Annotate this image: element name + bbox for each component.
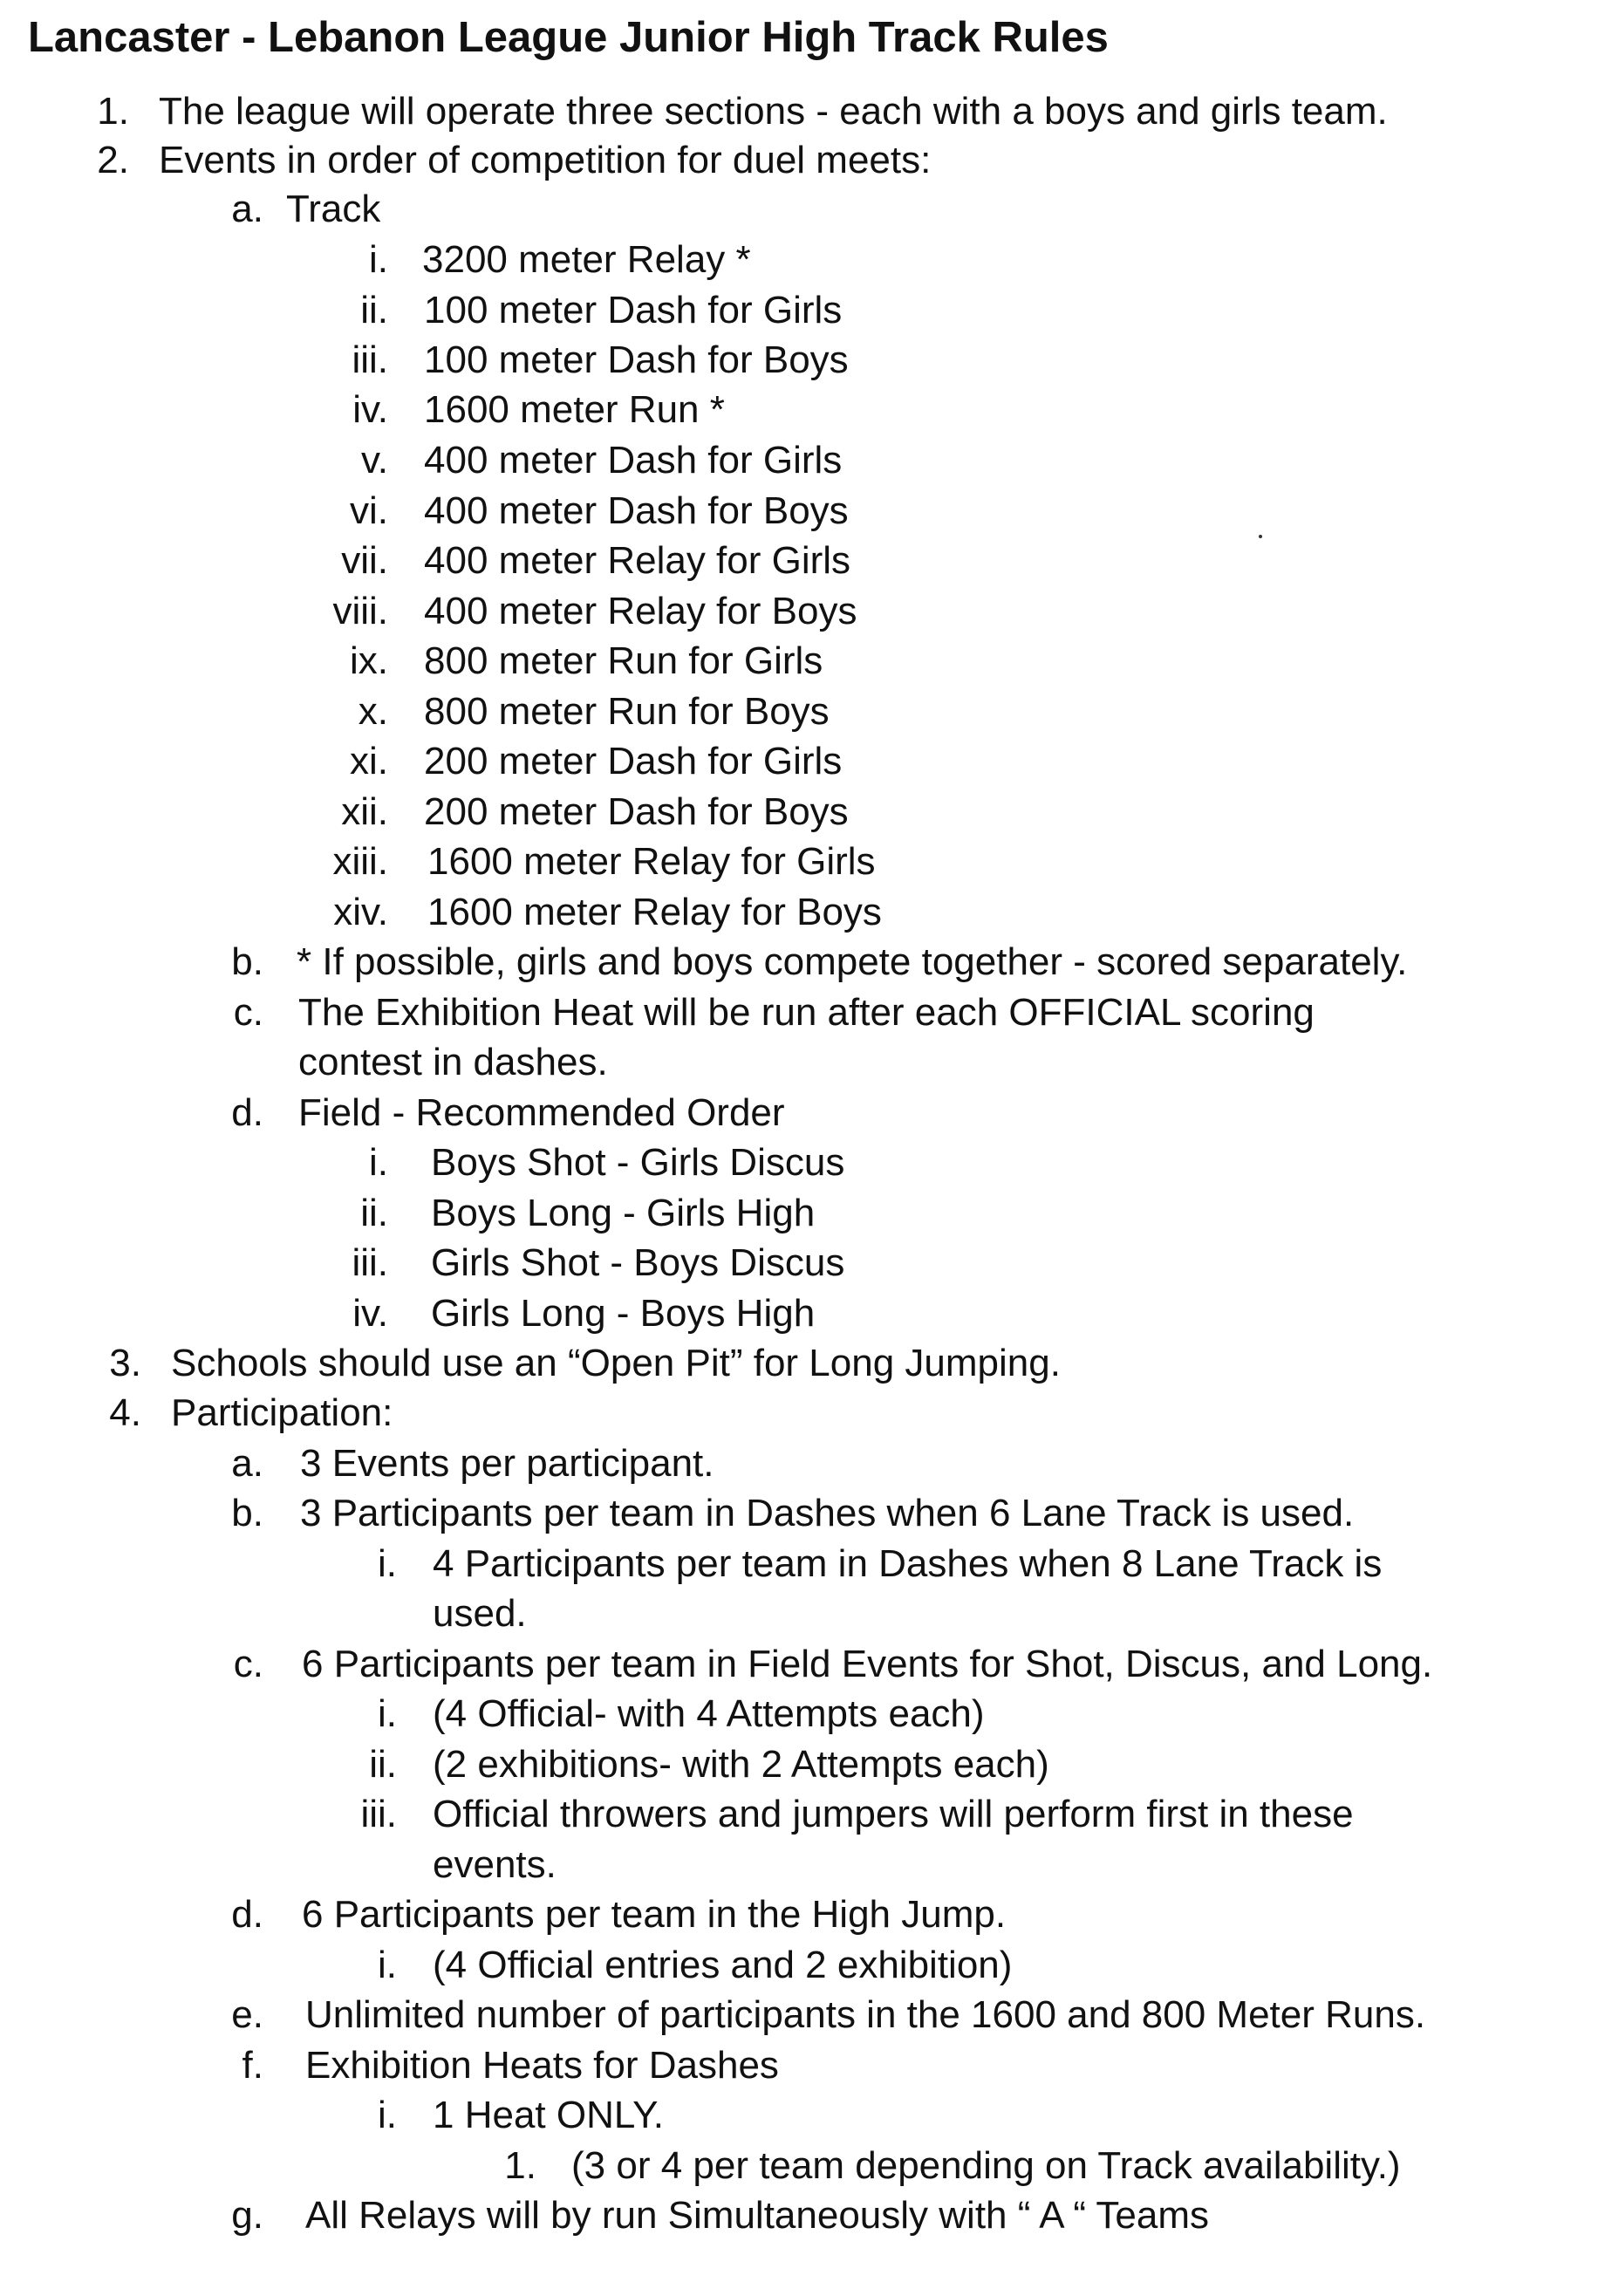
list-item-text: Boys Shot - Girls Discus xyxy=(431,1141,845,1184)
list-item-text: Unlimited number of participants in the 1600 and 800 Meter Runs. xyxy=(305,1993,1426,2036)
list-item-marker: iii. xyxy=(360,1793,397,1835)
list-item-text: 3 Events per participant. xyxy=(300,1442,714,1485)
list-item-text: (4 Official- with 4 Attempts each) xyxy=(433,1692,985,1735)
list-item-marker: g. xyxy=(231,2194,263,2237)
list-item-marker: xiii. xyxy=(332,840,388,883)
list-item-marker: 1. xyxy=(97,90,129,133)
list-item-marker: c. xyxy=(233,991,263,1034)
list-item-marker: d. xyxy=(231,1091,263,1134)
list-item-marker: i. xyxy=(369,1141,388,1184)
list-item-marker: iii. xyxy=(352,1241,388,1284)
list-item-text: (4 Official entries and 2 exhibition) xyxy=(433,1944,1013,1986)
list-item-marker: i. xyxy=(378,1542,397,1585)
document-title: Lancaster - Lebanon League Junior High Track Rules xyxy=(28,14,1109,61)
list-item-marker: i. xyxy=(378,1692,397,1735)
list-item-text: 1600 meter Relay for Girls xyxy=(427,840,876,883)
list-item-text: 400 meter Relay for Boys xyxy=(424,590,857,632)
list-item-marker: d. xyxy=(231,1893,263,1936)
list-item-text: Field - Recommended Order xyxy=(298,1091,785,1134)
list-item-text: 100 meter Dash for Boys xyxy=(424,338,849,381)
list-item-marker: iii. xyxy=(352,338,388,381)
list-item-text: 1600 meter Run * xyxy=(424,388,725,431)
list-item-text: 1600 meter Relay for Boys xyxy=(427,891,882,933)
list-item-text: Participation: xyxy=(171,1391,393,1434)
list-item-marker: ix. xyxy=(350,639,388,682)
list-item-text: 6 Participants per team in the High Jump. xyxy=(302,1893,1007,1936)
list-item-text: 400 meter Relay for Girls xyxy=(424,539,851,582)
list-item-text: 400 meter Dash for Boys xyxy=(424,489,849,532)
list-item-marker: iv. xyxy=(352,388,388,431)
list-item-marker: i. xyxy=(378,2094,397,2136)
list-item-text: 4 Participants per team in Dashes when 8 Lane Track is xyxy=(433,1542,1383,1585)
list-item-text: Exhibition Heats for Dashes xyxy=(305,2044,779,2087)
list-item-marker: vi. xyxy=(350,489,388,532)
list-item-text: Track xyxy=(286,188,381,230)
list-item-text: 800 meter Run for Girls xyxy=(424,639,823,682)
list-item-marker: i. xyxy=(378,1944,397,1986)
list-item-text: The league will operate three sections - each with a boys and girls team. xyxy=(159,90,1388,133)
list-item-marker: iv. xyxy=(352,1292,388,1335)
list-item-marker: f. xyxy=(242,2044,263,2087)
list-item-text: used. xyxy=(433,1592,527,1635)
list-item-text: (2 exhibitions- with 2 Attempts each) xyxy=(433,1743,1049,1786)
list-item-marker: xii. xyxy=(341,790,388,833)
list-item-text: All Relays will by run Simultaneously with “ A “ Teams xyxy=(305,2194,1210,2237)
scan-speck xyxy=(1259,535,1262,538)
list-item-marker: viii. xyxy=(332,590,388,632)
list-item-marker: vii. xyxy=(341,539,388,582)
list-item-marker: b. xyxy=(231,940,263,983)
list-item-marker: e. xyxy=(231,1993,263,2036)
list-item-marker: ii. xyxy=(369,1743,397,1786)
list-item-text: Girls Long - Boys High xyxy=(431,1292,816,1335)
list-item-marker: 2. xyxy=(97,139,129,181)
list-item-text: * If possible, girls and boys compete together - scored separately. xyxy=(297,940,1408,983)
list-item-marker: x. xyxy=(358,690,388,733)
list-item-text: 400 meter Dash for Girls xyxy=(424,439,843,482)
list-item-marker: xiv. xyxy=(333,891,388,933)
list-item-text: 200 meter Dash for Girls xyxy=(424,740,843,782)
list-item-marker: ii. xyxy=(360,1192,388,1234)
list-item-text: 3 Participants per team in Dashes when 6 Lane Track is used. xyxy=(300,1492,1355,1534)
list-item-text: contest in dashes. xyxy=(298,1041,608,1083)
list-item-text: 3200 meter Relay * xyxy=(422,238,751,281)
list-item-text: 200 meter Dash for Boys xyxy=(424,790,849,833)
list-item-marker: a. xyxy=(231,1442,263,1485)
list-item-text: events. xyxy=(433,1843,557,1886)
list-item-text: 6 Participants per team in Field Events for Shot, Discus, and Long. xyxy=(302,1643,1433,1685)
list-item-marker: 1. xyxy=(504,2144,536,2187)
list-item-text: Official throwers and jumpers will perform first in these xyxy=(433,1793,1354,1835)
list-item-text: The Exhibition Heat will be run after each OFFICIAL scoring xyxy=(298,991,1315,1034)
list-item-text: 800 meter Run for Boys xyxy=(424,690,830,733)
list-item-marker: a. xyxy=(231,188,263,230)
list-item-marker: v. xyxy=(361,439,388,482)
list-item-marker: 4. xyxy=(109,1391,141,1434)
list-item-text: Girls Shot - Boys Discus xyxy=(431,1241,845,1284)
list-item-marker: ii. xyxy=(360,289,388,331)
list-item-text: Events in order of competition for duel meets: xyxy=(159,139,932,181)
list-item-text: 1 Heat ONLY. xyxy=(433,2094,664,2136)
list-item-marker: i. xyxy=(369,238,388,281)
list-item-text: 100 meter Dash for Girls xyxy=(424,289,843,331)
list-item-text: Schools should use an “Open Pit” for Long Jumping. xyxy=(171,1342,1061,1384)
list-item-text: Boys Long - Girls High xyxy=(431,1192,816,1234)
list-item-marker: 3. xyxy=(109,1342,141,1384)
list-item-marker: b. xyxy=(231,1492,263,1534)
list-item-marker: xi. xyxy=(350,740,388,782)
list-item-marker: c. xyxy=(233,1643,263,1685)
list-item-text: (3 or 4 per team depending on Track availability.) xyxy=(571,2144,1401,2187)
